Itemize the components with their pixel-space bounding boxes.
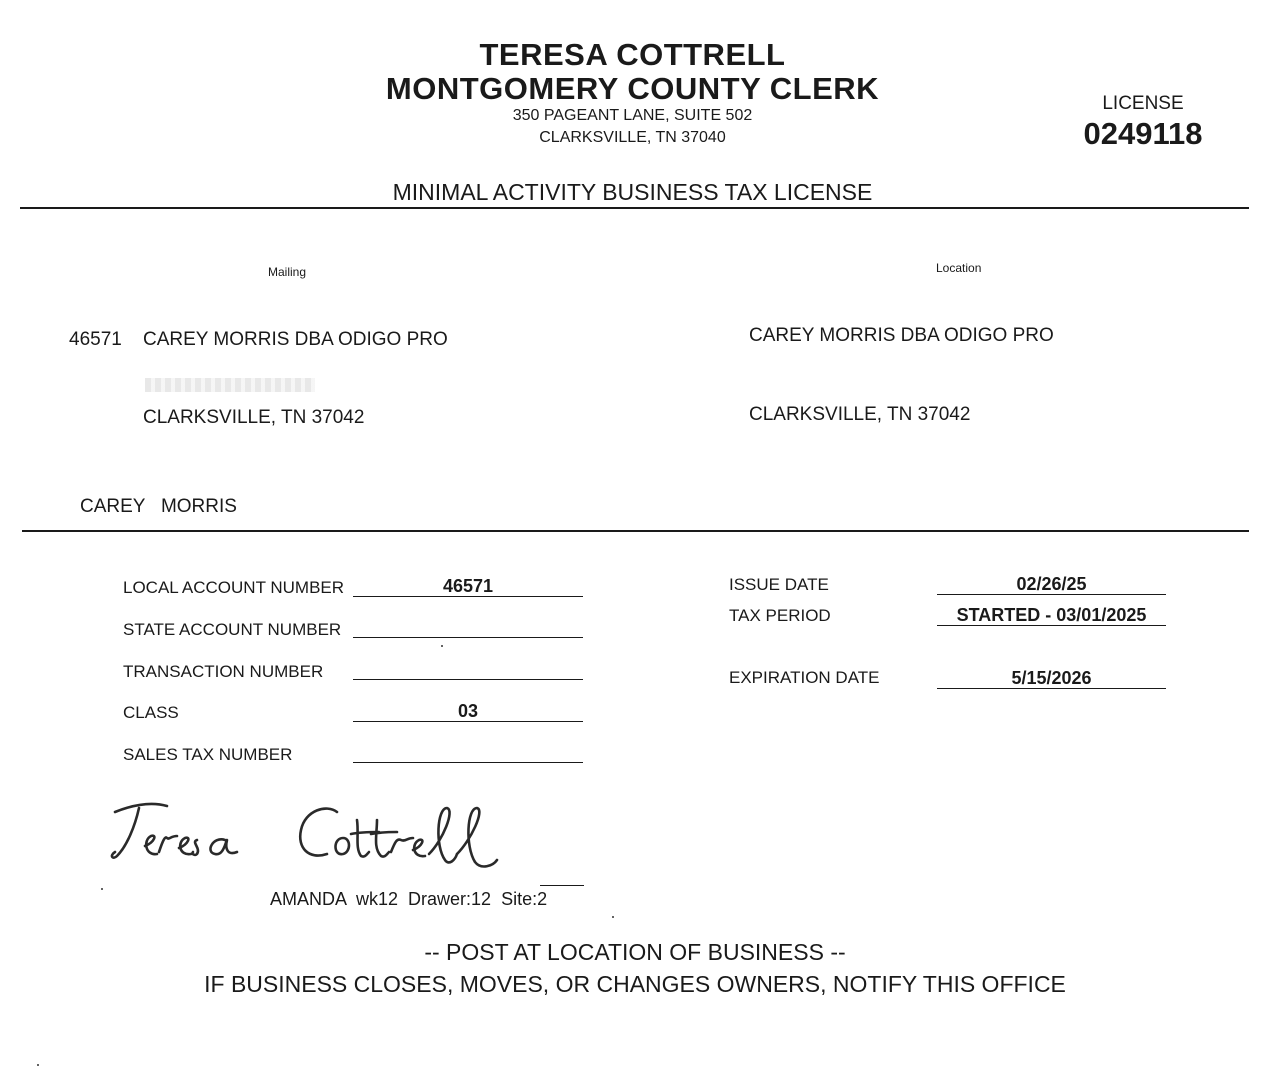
document-title: MINIMAL ACTIVITY BUSINESS TAX LICENSE xyxy=(392,179,873,205)
scan-speck xyxy=(37,1064,39,1066)
footer-post-notice: -- POST AT LOCATION OF BUSINESS -- xyxy=(424,939,846,965)
owner-divider xyxy=(22,530,1249,532)
license-number: 0249118 xyxy=(1083,116,1203,151)
location-city: CLARKSVILLE, TN 37042 xyxy=(749,404,971,425)
local-account-number-label: LOCAL ACCOUNT NUMBER xyxy=(123,578,345,597)
class-label: CLASS xyxy=(123,703,179,722)
clerk-name: TERESA COTTRELL xyxy=(479,37,786,72)
class-value: 03 xyxy=(353,701,583,722)
location-business-name: CAREY MORRIS DBA ODIGO PRO xyxy=(749,325,1054,346)
state-account-number-value xyxy=(353,617,583,638)
redacted-street-address xyxy=(145,378,315,392)
office-address-line2: CLARKSVILLE, TN 37040 xyxy=(539,129,726,146)
expiration-date-value: 5/15/2026 xyxy=(937,668,1166,689)
issue-date-value: 02/26/25 xyxy=(937,574,1166,595)
transaction-number-label: TRANSACTION NUMBER xyxy=(123,662,324,681)
mailing-city: CLARKSVILLE, TN 37042 xyxy=(143,407,365,428)
tax-period-label: TAX PERIOD xyxy=(729,606,831,625)
transaction-number-value xyxy=(353,659,583,680)
office-address-line1: 350 PAGEANT LANE, SUITE 502 xyxy=(512,107,753,124)
sales-tax-number-value xyxy=(353,742,583,763)
location-label: Location xyxy=(936,261,982,275)
scan-speck xyxy=(612,916,614,918)
mailing-account-number: 46571 xyxy=(69,329,122,350)
sales-tax-number-label: SALES TAX NUMBER xyxy=(123,745,293,764)
state-account-number-label: STATE ACCOUNT NUMBER xyxy=(123,620,342,639)
license-label: LICENSE xyxy=(1102,93,1184,114)
clerk-signature xyxy=(105,790,505,880)
expiration-date-label: EXPIRATION DATE xyxy=(729,668,880,687)
clerk-stamp: AMANDA wk12 Drawer:12 Site:2 xyxy=(270,889,548,909)
mailing-label: Mailing xyxy=(268,265,307,279)
scan-speck xyxy=(101,888,103,890)
owner-name: CAREY MORRIS xyxy=(80,496,237,517)
local-account-number-value: 46571 xyxy=(353,576,583,597)
stamp-overline xyxy=(540,885,584,886)
issue-date-label: ISSUE DATE xyxy=(729,575,829,594)
title-divider xyxy=(20,207,1249,209)
footer-notify-notice: IF BUSINESS CLOSES, MOVES, OR CHANGES OWNERS, NOTIFY THIS OFFICE xyxy=(204,971,1066,997)
mailing-business-name: CAREY MORRIS DBA ODIGO PRO xyxy=(143,329,448,350)
tax-period-value: STARTED - 03/01/2025 xyxy=(937,605,1166,626)
clerk-title: MONTGOMERY COUNTY CLERK xyxy=(385,71,880,106)
scan-speck xyxy=(441,645,443,647)
